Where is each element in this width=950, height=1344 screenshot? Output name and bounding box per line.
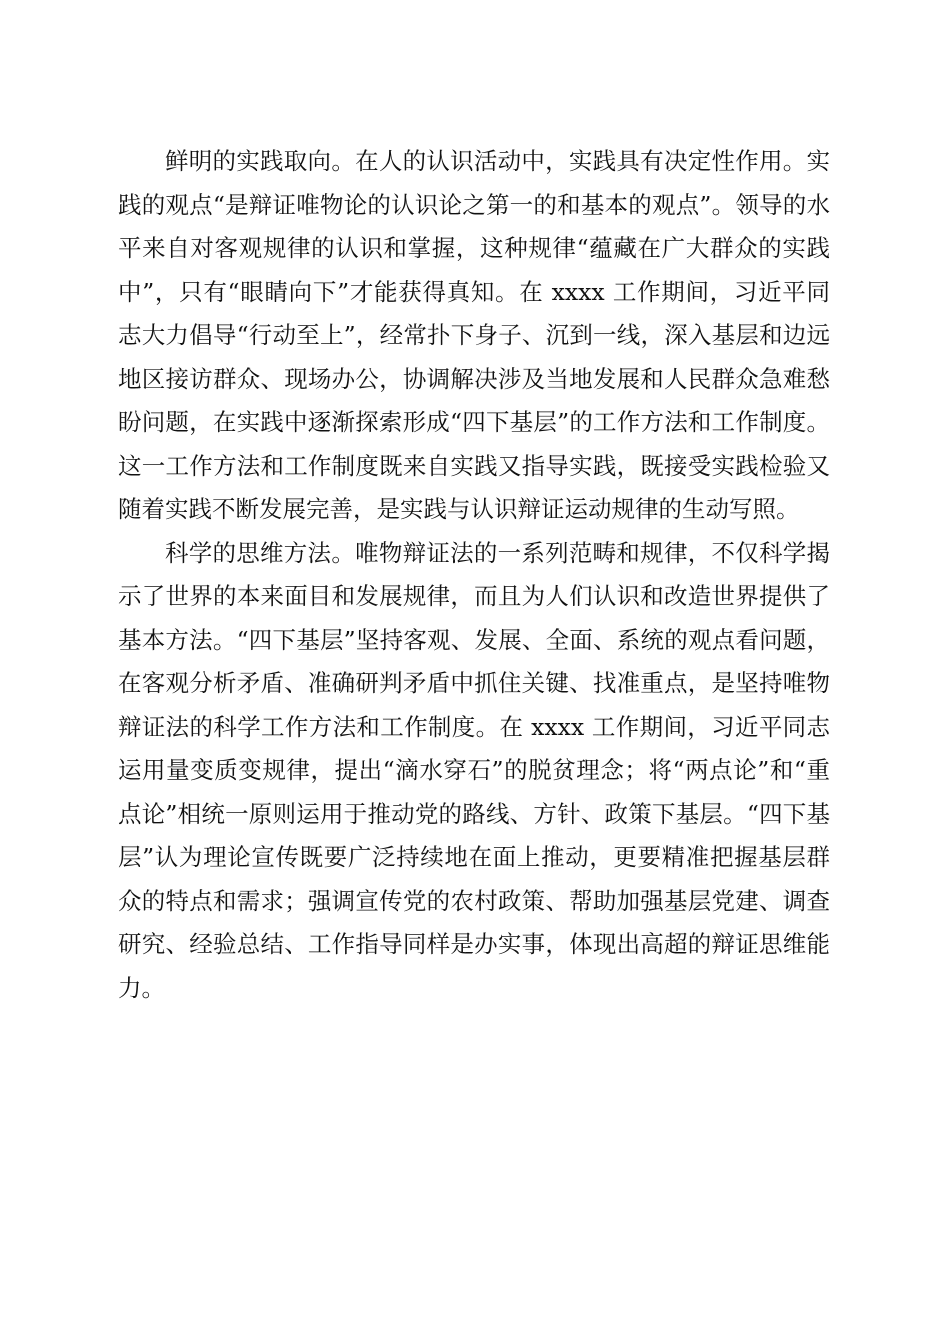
document-body [118,140,830,1010]
paragraph-practice-orientation: 鲜明的实践取向。在人的认识活动中，实践具有决定性作用。实践的观点“是辩证唯物论的认识论之第一的和基本的观点”。领导的水平来自对客观规律的认识和掌握，这种规律“蕴藏在广大群众的实践中”，只有“眼睛向下”才能获得真知。在 xxxx 工作期间，习近平同志大力倡导“行动至上”，经常扑下身子、沉到一线，深入基层和边远地区接访群众、现场办公，协调解决涉及当地发展和人民群众急难愁盼问题，在实践中逐渐探索形成“四下基层”的工作方法和工作制度。这一工作方法和工作制度既来自实践又指导实践，既接受实践检验又随着实践不断发展完善，是实践与认识辩证运动规律的生动写照。 [118,147,830,523]
paragraph-scientific-thinking: 科学的思维方法。唯物辩证法的一系列范畴和规律，不仅科学揭示了世界的本来面目和发展规律，而且为人们认识和改造世界提供了基本方法。“四下基层”坚持客观、发展、全面、系统的观点看问题，在客观分析矛盾、准确研判矛盾中抓住关键、找准重点，是坚持唯物辩证法的科学工作方法和工作制度。在 xxxx 工作期间，习近平同志运用量变质变规律，提出“滴水穿石”的脱贫理念；将“两点论”和“重点论”相统一原则运用于推动党的路线、方针、政策下基层。“四下基层”认为理论宣传既要广泛持续地在面上推动，更要精准把握基层群众的特点和需求；强调宣传党的农村政策、帮助加强基层党建、调查研究、经验总结、工作指导同样是办实事，体现出高超的辩证思维能力。 [118,538,830,1002]
